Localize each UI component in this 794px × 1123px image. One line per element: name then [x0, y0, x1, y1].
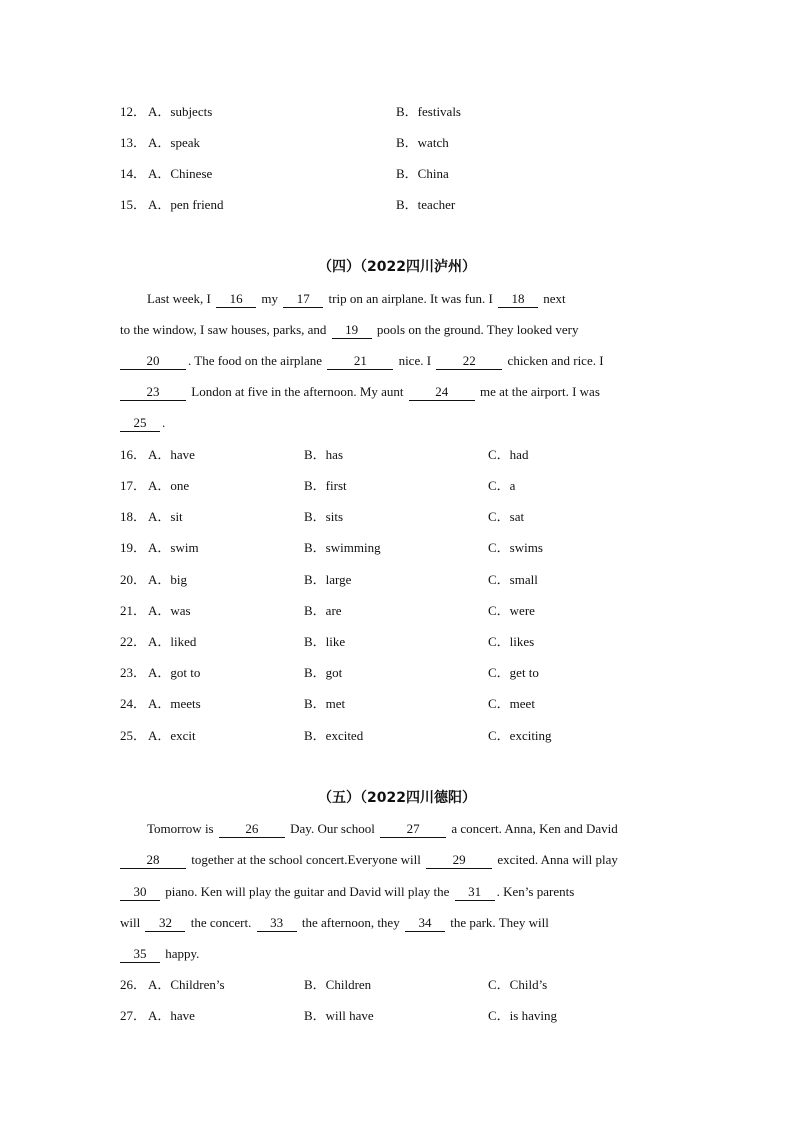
answer-blank: 34 [405, 915, 445, 932]
question-number: 23． [120, 665, 147, 680]
option-a: A．Children’s [148, 977, 225, 992]
option-c: C．exciting [488, 728, 552, 743]
answer-blank: 21 [327, 353, 393, 370]
option-a: A．one [148, 478, 190, 493]
passage-text: . Ken’s parents [496, 884, 575, 899]
question-number: 14． [120, 166, 147, 181]
passage-text: nice. I [395, 353, 435, 368]
option-b: B．swimming [304, 540, 381, 555]
passage-text: will [120, 915, 144, 930]
answer-blank: 25 [120, 415, 160, 432]
passage-text: the afternoon, they [298, 915, 403, 930]
answer-blank: 33 [257, 915, 297, 932]
passage-text: my [258, 291, 282, 306]
section-title: （五）（2022四川德阳） [318, 790, 476, 806]
passage-text: a concert. Anna, Ken and David [448, 821, 618, 836]
passage-text: the park. They will [446, 915, 549, 930]
passage-line [120, 351, 680, 371]
question-number: 12． [120, 104, 147, 119]
option-c: C．get to [488, 665, 539, 680]
passage-text: trip on an airplane. It was fun. I [325, 291, 497, 306]
passage-text: the concert. [187, 915, 255, 930]
passage-text: together at the school concert.Everyone will [188, 852, 425, 867]
option-b: B．will have [304, 1008, 374, 1023]
answer-blank: 24 [409, 384, 475, 401]
option-c: C．a [488, 478, 516, 493]
option-c: C．sat [488, 509, 525, 524]
option-b: B．got [304, 665, 343, 680]
option-b: B．festivals [396, 104, 461, 119]
question-number: 27． [120, 1008, 147, 1023]
option-a: A．have [148, 447, 195, 462]
option-b: B．watch [396, 135, 449, 150]
option-c: C．had [488, 447, 529, 462]
option-a: A．liked [148, 634, 197, 649]
passage-text: . [162, 415, 166, 430]
option-b: B．excited [304, 728, 364, 743]
answer-blank: 27 [380, 821, 446, 838]
answer-blank: 16 [216, 291, 256, 308]
option-c: C．likes [488, 634, 535, 649]
passage-text: to the window, I saw houses, parks, and [120, 322, 330, 337]
answer-blank: 35 [120, 946, 160, 963]
answer-blank: 20 [120, 353, 186, 370]
option-b: B．met [304, 696, 346, 711]
option-a: A．excit [148, 728, 196, 743]
answer-blank: 29 [426, 852, 492, 869]
question-number: 24． [120, 696, 147, 711]
option-b: B．Children [304, 977, 372, 992]
answer-blank: 19 [332, 322, 372, 339]
option-a: A．subjects [148, 104, 213, 119]
answer-blank: 26 [219, 821, 285, 838]
option-b: B．has [304, 447, 344, 462]
question-number: 26． [120, 977, 147, 992]
question-number: 19． [120, 540, 147, 555]
passage-line [120, 320, 680, 340]
option-a: A．have [148, 1008, 195, 1023]
option-b: B．large [304, 572, 352, 587]
option-c: C．Child’s [488, 977, 548, 992]
passage-text: London at five in the afternoon. My aunt [188, 384, 407, 399]
passage-text: Day. Our school [286, 821, 379, 836]
option-b: B．sits [304, 509, 344, 524]
question-number: 18． [120, 509, 147, 524]
answer-blank: 31 [455, 884, 495, 901]
passage-text: Tomorrow is [147, 821, 217, 836]
option-a: A．was [148, 603, 191, 618]
option-a: A．got to [148, 665, 201, 680]
section-title: （四）（2022四川泸州） [318, 259, 476, 275]
passage-text: happy. [162, 946, 200, 961]
passage-line [120, 289, 707, 309]
passage-line [120, 413, 680, 433]
passage-line [120, 819, 707, 839]
answer-blank: 23 [120, 384, 186, 401]
option-a: A．Chinese [148, 166, 213, 181]
option-a: A．meets [148, 696, 201, 711]
question-number: 16． [120, 447, 147, 462]
option-b: B．teacher [396, 197, 456, 212]
passage-text: me at the airport. I was [476, 384, 600, 399]
option-a: A．sit [148, 509, 183, 524]
option-a: A．speak [148, 135, 200, 150]
passage-text: chicken and rice. I [504, 353, 604, 368]
answer-blank: 28 [120, 852, 186, 869]
option-b: B．are [304, 603, 342, 618]
passage-text: pools on the ground. They looked very [373, 322, 579, 337]
option-c: C．meet [488, 696, 535, 711]
passage-line [120, 913, 680, 933]
passage-text: Last week, I [147, 291, 215, 306]
question-number: 17． [120, 478, 147, 493]
question-number: 20． [120, 572, 147, 587]
option-c: C．were [488, 603, 535, 618]
answer-blank: 17 [283, 291, 323, 308]
answer-blank: 18 [498, 291, 538, 308]
passage-line [120, 382, 680, 402]
option-b: B．first [304, 478, 347, 493]
passage-text: piano. Ken will play the guitar and David will play the [162, 884, 453, 899]
option-c: C．is having [488, 1008, 557, 1023]
passage-line [120, 944, 680, 964]
answer-blank: 32 [145, 915, 185, 932]
option-c: C．swims [488, 540, 543, 555]
passage-text: . The food on the airplane [188, 353, 326, 368]
passage-text: excited. Anna will play [494, 852, 618, 867]
option-a: A．big [148, 572, 188, 587]
passage-line [120, 882, 680, 902]
option-c: C．small [488, 572, 538, 587]
question-number: 13． [120, 135, 147, 150]
question-number: 22． [120, 634, 147, 649]
question-number: 15． [120, 197, 147, 212]
option-a: A．pen friend [148, 197, 224, 212]
answer-blank: 22 [436, 353, 502, 370]
option-a: A．swim [148, 540, 199, 555]
passage-line [120, 850, 680, 870]
option-b: B．like [304, 634, 346, 649]
answer-blank: 30 [120, 884, 160, 901]
passage-text: next [540, 291, 566, 306]
question-number: 21． [120, 603, 147, 618]
question-number: 25． [120, 728, 147, 743]
option-b: B．China [396, 166, 449, 181]
